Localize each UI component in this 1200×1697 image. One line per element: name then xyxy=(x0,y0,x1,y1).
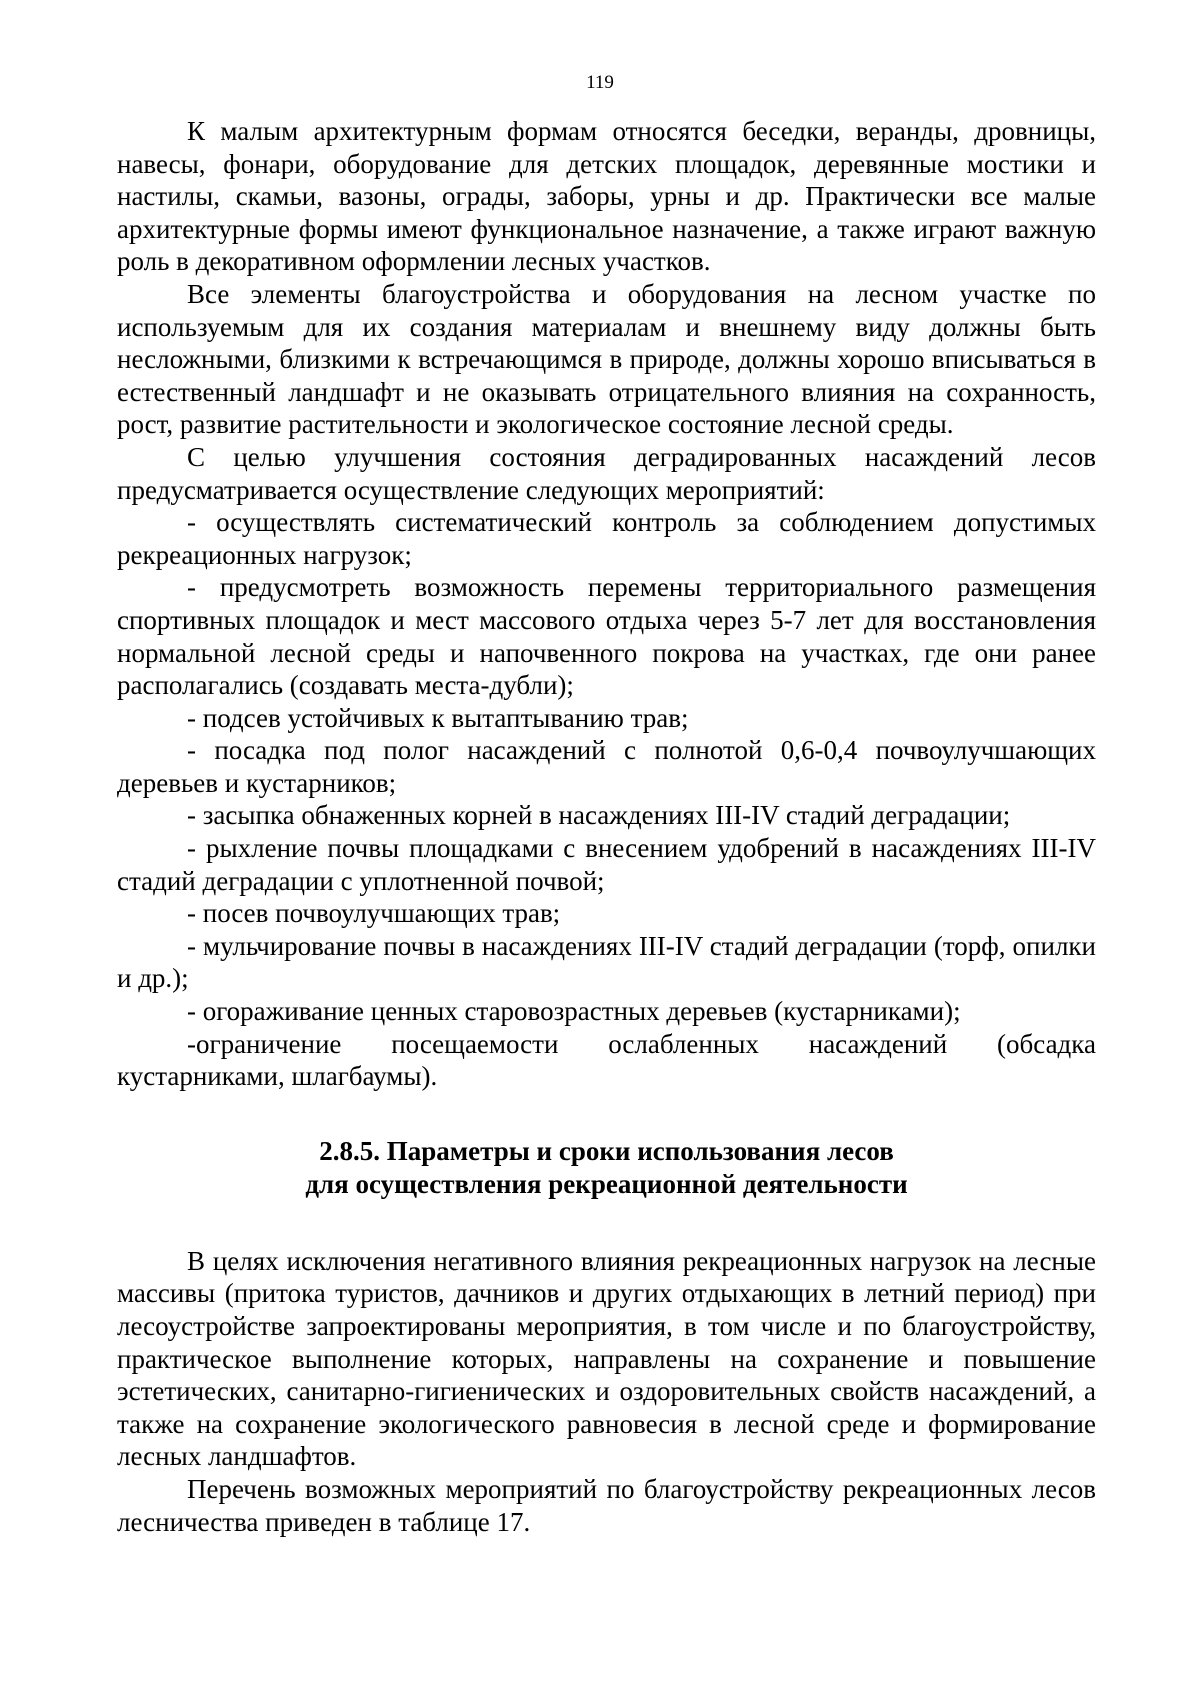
paragraph-landscaping-elements: Все элементы благоустройства и оборудования на лесном участке по используемым для их создания материалам и внешнему виду должны быть несложными, близкими к встречающимся в природе, должны хорошо вписываться в естественный ландшафт и не оказывать отрицательного влияния на сохранность, рост, развитие растительности и экологическое состояние лесной среды. xyxy=(117,278,1096,440)
list-item: - осуществлять систематический контроль за соблюдением допустимых рекреационных нагрузок; xyxy=(117,507,1096,570)
list-item: - мульчирование почвы в насаждениях III-IV стадий деградации (торф, опилки и др.); xyxy=(117,930,1096,994)
paragraph-measures-intro: С целью улучшения состояния деградированных насаждений лесов предусматривается осуществление следующих мероприятий: xyxy=(117,441,1096,505)
list-item: - подсев устойчивых к вытаптыванию трав; xyxy=(187,702,689,733)
paragraph-table-reference: Перечень возможных мероприятий по благоустройству рекреационных лесов лесничества приведен в таблице 17. xyxy=(117,1473,1096,1537)
list-item: - посев почвоулучшающих трав; xyxy=(187,898,561,929)
list-item: - огораживание ценных старовозрастных деревьев (кустарниками); xyxy=(187,996,961,1027)
page-number: 119 xyxy=(586,72,614,93)
page-content xyxy=(117,115,1096,1538)
section-heading xyxy=(117,1135,1096,1201)
measures-list xyxy=(117,506,1096,1093)
list-item: - посадка под полог насаждений с полнотой 0,6-0,4 почвоулучшающих деревьев и кустарников; xyxy=(117,735,1096,798)
paragraph-recreation-impact: В целях исключения негативного влияния рекреационных нагрузок на лесные массивы (притока туристов, дачников и других отдыхающих в летний период) при лесоустройстве запроектированы мероприятия, в том числе и по благоустройству, практическое выполнение которых, направлены на сохранение и повышение эстетических, санитарно-гигиенических и оздоровительных свойств насаждений, а также на сохранение экологического равновесия в лесной среде и формирование лесных ландшафтов. xyxy=(117,1245,1096,1472)
section-heading-line-2: для осуществления рекреационной деятельности xyxy=(305,1168,908,1199)
paragraph-small-architectural-forms: К малым архитектурным формам относятся беседки, веранды, дровницы, навесы, фонари, оборудование для детских площадок, деревянные мостики и настилы, скамьи, вазоны, ограды, заборы, урны и др. Практически все малые архитектурные формы имеют функциональное назначение, а также играют важную роль в декоративном оформлении лесных участков. xyxy=(117,116,1096,277)
list-item: -ограничение посещаемости ослабленных насаждений (обсадка кустарниками, шлагбаумы). xyxy=(117,1028,1096,1092)
list-item: - предусмотреть возможность перемены территориального размещения спортивных площадок и мест массового отдыха через 5-7 лет для восстановления нормальной лесной среды и напочвенного покрова на участках, где они ранее располагались (создавать места-дубли); xyxy=(117,572,1096,701)
list-item: - рыхление почвы площадками с внесением удобрений в насаждениях III-IV стадий деградации с уплотненной почвой; xyxy=(117,833,1096,896)
list-item: - засыпка обнаженных корней в насаждениях III-IV стадий деградации; xyxy=(187,800,1011,831)
section-heading-line-1: 2.8.5. Параметры и сроки использования лесов xyxy=(319,1135,894,1166)
